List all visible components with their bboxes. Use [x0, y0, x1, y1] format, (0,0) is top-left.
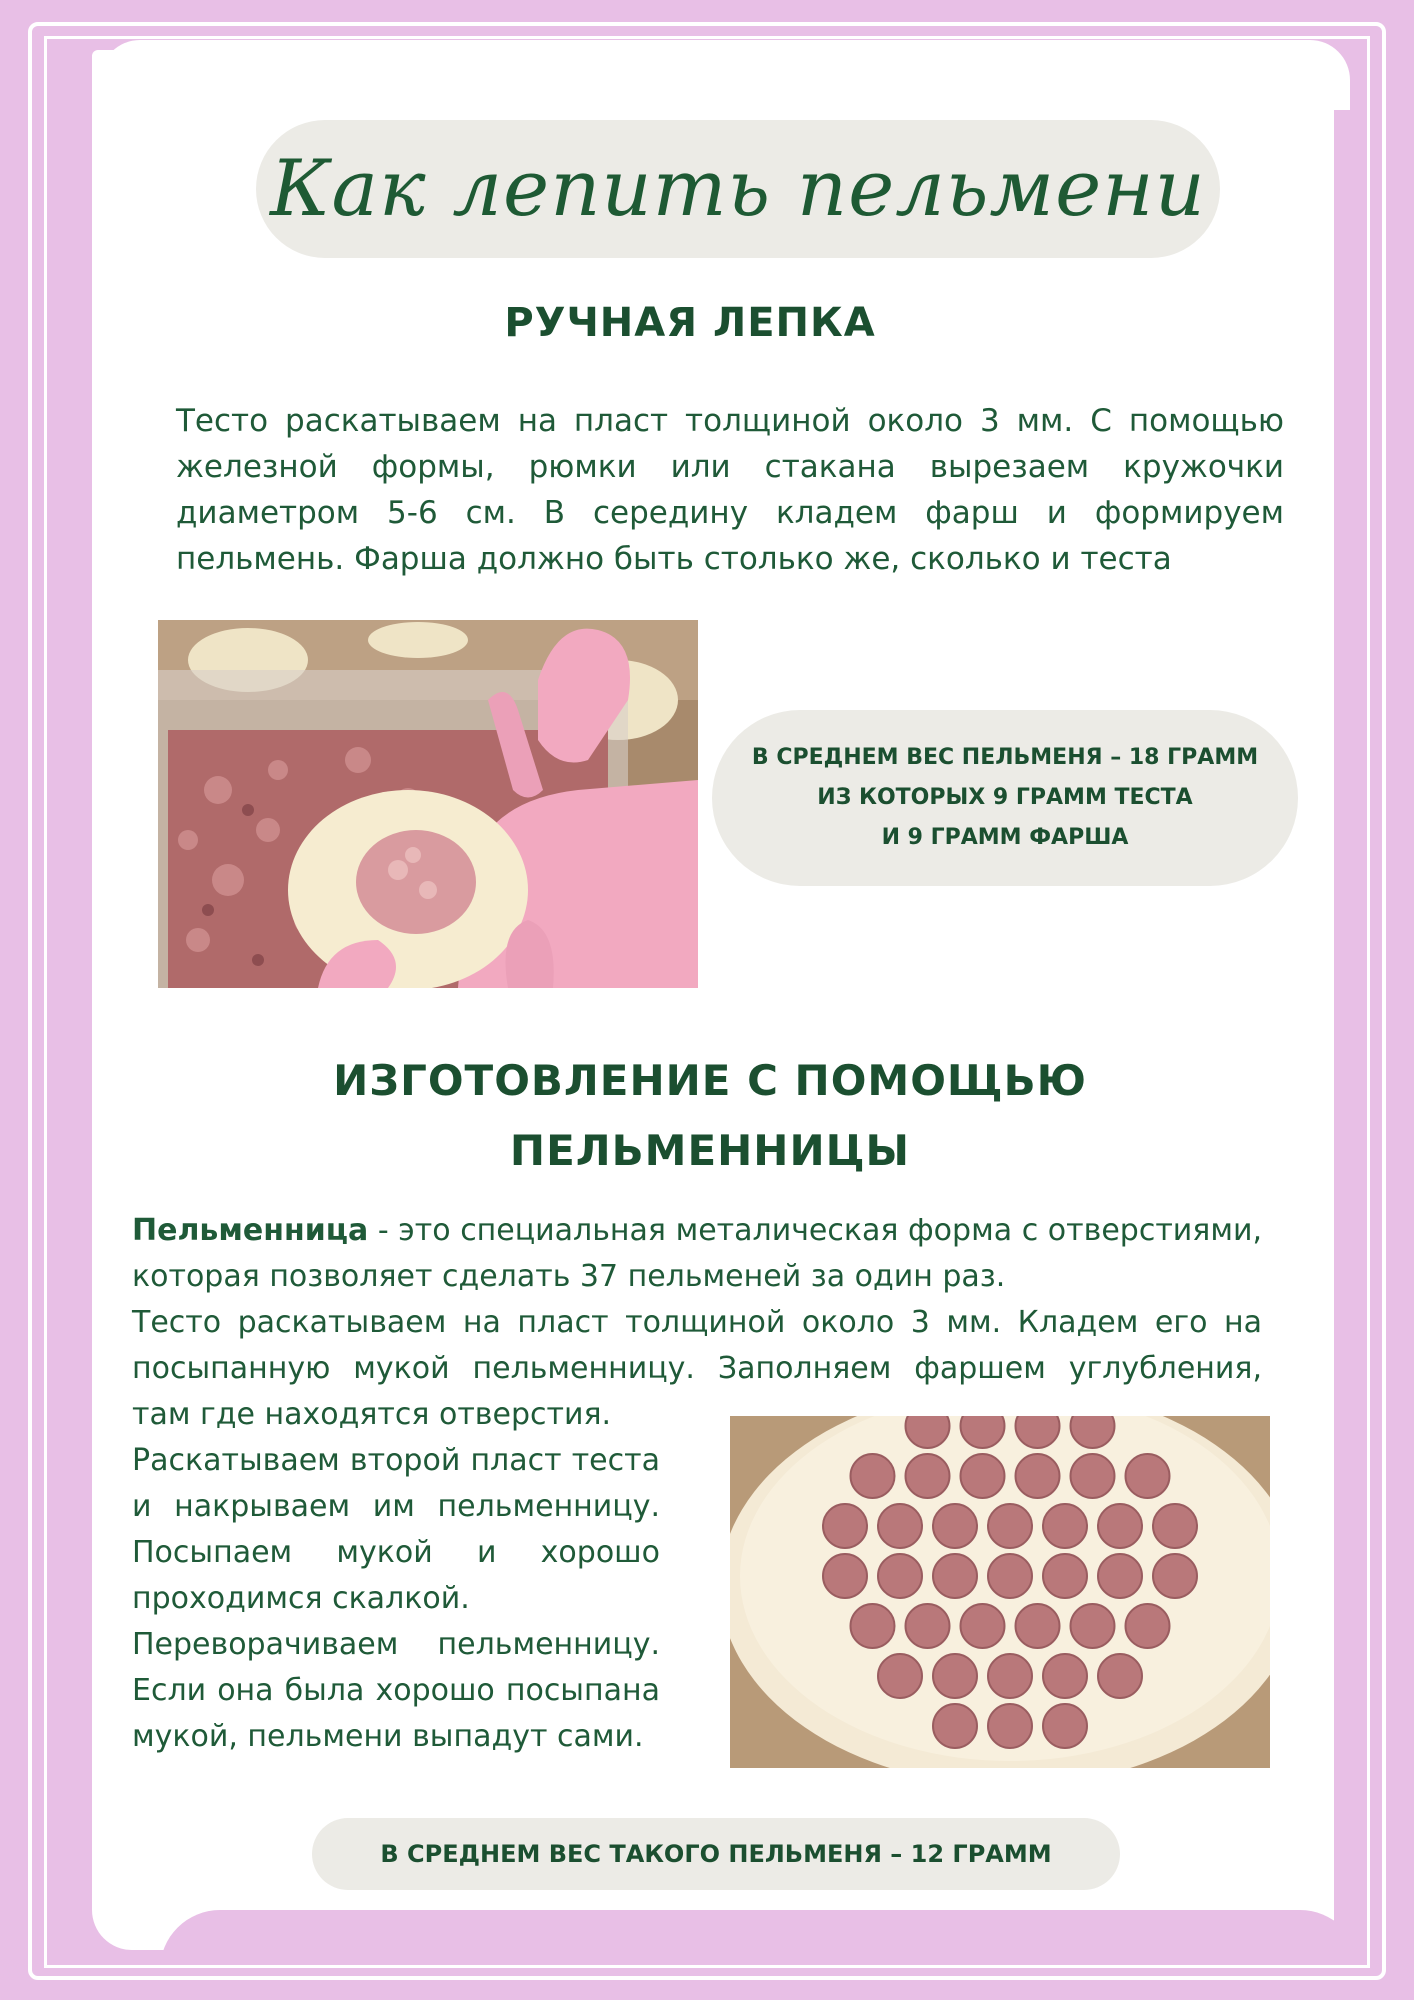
mold-hole — [878, 1654, 922, 1698]
mold-hole — [1043, 1704, 1087, 1748]
mold-hole — [1071, 1604, 1115, 1648]
mold-hole — [988, 1704, 1032, 1748]
mold-hole — [961, 1604, 1005, 1648]
section1-text: Тесто раскатываем на пласт толщиной около 3 мм. С помощью железной формы, рюмки или стакана вырезаем кружочки диаметром 5-6 см. В середину кладем фарш и формируем пельмень. Фарша должно быть столько же, сколько и теста — [176, 403, 1284, 577]
weight-note-pill-1 — [712, 710, 1298, 886]
mold-hole — [1043, 1554, 1087, 1598]
section2-text-2: Тесто раскатываем на пласт толщиной около 3 мм. Кладем его на посыпанную мукой пельменницу. Заполняем фаршем углубления, там где находятся отверстия. — [132, 1305, 1262, 1432]
mold-hole — [933, 1504, 977, 1548]
mold-hole — [1098, 1654, 1142, 1698]
mold-hole — [851, 1604, 895, 1648]
mold-hole — [933, 1554, 977, 1598]
mold-hole — [1016, 1454, 1060, 1498]
mold-hole — [823, 1504, 867, 1548]
brush-stroke-bottom — [160, 1910, 1360, 2000]
section2-heading-line-2: ПЕЛЬМЕННИЦЫ — [509, 1126, 911, 1175]
mold-hole — [1126, 1454, 1170, 1498]
title-banner — [256, 120, 1220, 258]
mold-hole — [1043, 1654, 1087, 1698]
mold-hole — [851, 1454, 895, 1498]
mold-hole — [1153, 1504, 1197, 1548]
weight-note-line-1: В СРЕДНЕМ ВЕС ПЕЛЬМЕНЯ – 18 ГРАММ — [751, 745, 1259, 770]
mold-hole — [961, 1454, 1005, 1498]
mold-hole — [823, 1554, 867, 1598]
photo-dumpling-mold — [730, 1416, 1270, 1768]
mold-hole — [1126, 1604, 1170, 1648]
mold-hole — [906, 1454, 950, 1498]
section2-heading-line-1: ИЗГОТОВЛЕНИЕ С ПОМОЩЬЮ — [333, 1056, 1087, 1105]
weight-note-line-2: ИЗ КОТОРЫХ 9 ГРАММ ТЕСТА — [817, 785, 1193, 810]
mold-hole — [933, 1704, 977, 1748]
mold-hole — [988, 1554, 1032, 1598]
brush-stroke-top-inner — [100, 40, 1350, 110]
mold-hole — [988, 1504, 1032, 1548]
mold-hole — [1098, 1554, 1142, 1598]
mold-hole — [878, 1504, 922, 1548]
mold-hole — [1071, 1454, 1115, 1498]
section2-text-3: Раскатываем второй пласт теста и накрываем им пельменницу. Посыпаем мукой и хорошо проходимся скалкой. — [132, 1443, 660, 1616]
weight-note-pill-2: В СРЕДНЕМ ВЕС ТАКОГО ПЕЛЬМЕНЯ – 12 ГРАММ — [312, 1818, 1120, 1890]
mold-hole — [906, 1604, 950, 1648]
photo-hand-forming-dumpling — [158, 620, 698, 988]
section2-text-4: Переворачиваем пельменницу. Если она была хорошо посыпана мукой, пельмени выпадут сами. — [132, 1627, 660, 1754]
mold-hole — [1043, 1504, 1087, 1548]
mold-hole — [988, 1654, 1032, 1698]
section2-heading — [260, 1046, 1160, 1186]
section1-heading: РУЧНАЯ ЛЕПКА — [504, 300, 876, 346]
weight-note-line-3: И 9 ГРАММ ФАРША — [881, 825, 1129, 850]
term-pelmennitsa: Пельменница — [132, 1213, 369, 1248]
section2-intro-rest: - это специальная металическая форма с отверстиями, которая позволяет сделать 37 пельменей за один раз. — [132, 1213, 1262, 1294]
mold-hole — [878, 1554, 922, 1598]
mold-hole — [1016, 1604, 1060, 1648]
mold-hole — [1098, 1504, 1142, 1548]
page-title: Как лепить пельмени — [270, 144, 1206, 234]
section2-intro — [132, 1208, 1262, 1300]
mold-hole — [1153, 1554, 1197, 1598]
mold-hole — [933, 1654, 977, 1698]
